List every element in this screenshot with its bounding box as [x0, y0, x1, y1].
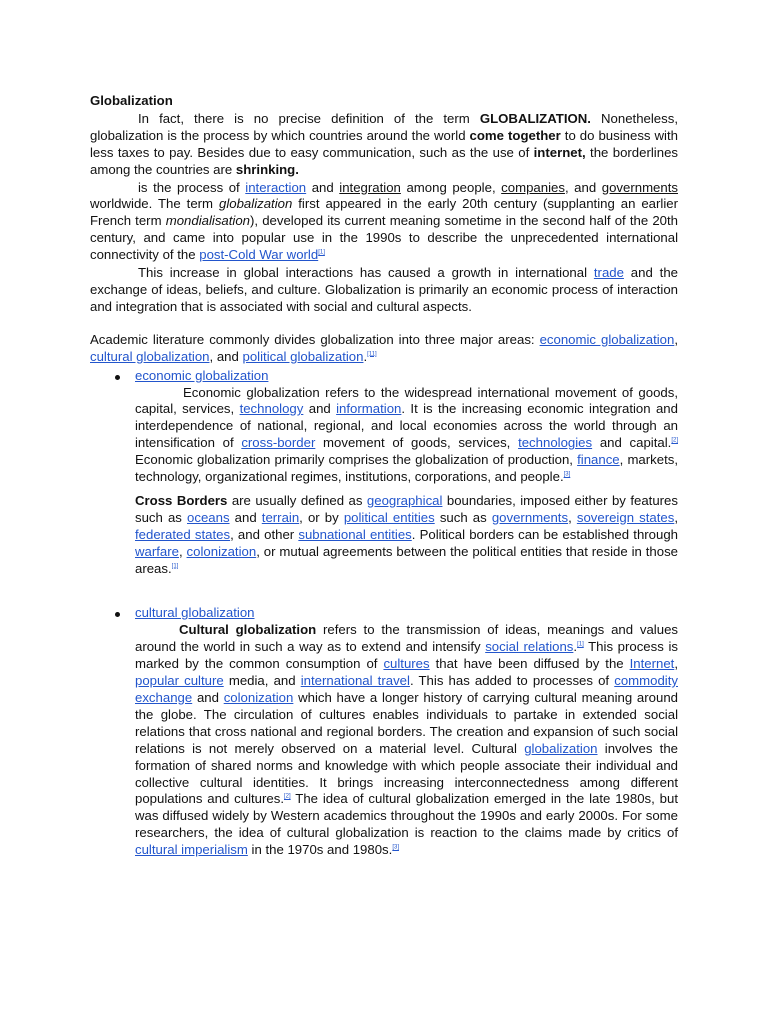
link-integration[interactable]: integration — [339, 179, 401, 195]
paragraph-text: . — [363, 348, 368, 364]
paragraph-text: in the 1970s and 1980s. — [247, 842, 393, 858]
intro-text: to do business with less taxes to pay. Besides due to easy communication, such as the use of — [90, 127, 678, 160]
definition-text: among people, — [400, 179, 502, 195]
paragraph-text: . This has added to processes of — [409, 673, 615, 689]
bullet-link-economic-globalization[interactable]: economic globalization — [135, 367, 269, 383]
citation-link[interactable]: [1] — [318, 249, 325, 256]
link-colonization[interactable]: colonization — [223, 690, 294, 705]
link-colonization[interactable]: colonization — [186, 543, 257, 559]
paragraph-text: are usually defined as — [227, 492, 367, 508]
paragraph-text: , — [568, 509, 577, 525]
paragraph-text: which have a longer history of carrying cultural meaning around the globe. The circulation of cultures enables individuals to partake in extended social relations that cross national and regional borders. The creation and expansion of such social relations is not merely observed on a material level. Cultural — [135, 690, 678, 756]
paragraph-text: , markets, technology, organizational regimes, institutions, corporations, and people. — [135, 452, 678, 485]
interaction-paragraph — [90, 265, 678, 316]
paragraph-text: , and — [209, 348, 243, 364]
link-technologies[interactable]: technologies — [518, 435, 593, 451]
cross-borders-bold: Cross Borders — [135, 492, 228, 508]
paragraph-text: involves the formation of shared norms and knowledge with which people associate their individual and collective cultural identities. It brings increasing interconnectedness among different populations and cultures. — [135, 740, 678, 807]
link-geographical[interactable]: geographical — [366, 492, 443, 508]
link-subnational-entities[interactable]: subnational entities — [298, 526, 412, 542]
link-companies[interactable]: companies — [501, 179, 565, 195]
link-trade[interactable]: trade — [593, 265, 624, 281]
link-popular-culture[interactable]: popular culture — [135, 673, 224, 689]
cross-borders-paragraph — [135, 493, 678, 578]
intro-bold-term: GLOBALIZATION. — [479, 110, 591, 126]
intro-paragraph — [90, 111, 678, 179]
link-political-entities[interactable]: political entities — [343, 509, 435, 525]
paragraph-text: . Political borders can be established through — [411, 526, 679, 542]
paragraph-text: , or by — [299, 509, 344, 525]
citation-link[interactable]: [2] — [283, 794, 291, 801]
citation-link[interactable]: [3] — [392, 844, 399, 851]
paragraph-text: , — [178, 543, 187, 559]
definition-text: is the process of — [138, 179, 246, 195]
cultural-section — [135, 622, 678, 859]
link-terrain[interactable]: terrain — [261, 509, 300, 525]
citation-link[interactable]: [3] — [563, 471, 571, 478]
economic-section — [135, 385, 678, 578]
definition-text: ), developed its current meaning sometime in the second half of the 20th century, and came into popular use in the 1990s to describe the unprecedented international connectivity of the — [90, 213, 678, 263]
link-information[interactable]: information — [336, 401, 402, 417]
paragraph-text: and — [229, 509, 262, 525]
citation-link[interactable]: [1] — [171, 563, 179, 570]
intro-text: In fact, there is no precise definition of the term — [138, 110, 480, 126]
paragraph-text: Academic literature commonly divides globalization into three major areas: — [90, 331, 540, 347]
paragraph-text: , — [674, 331, 679, 347]
link-cultural-globalization[interactable]: cultural globalization — [90, 348, 210, 364]
intro-text: the borderlines among the countries are — [90, 144, 678, 177]
link-governments[interactable]: governments — [601, 179, 678, 195]
section-spacer — [90, 577, 678, 603]
paragraph-text: and capital. — [592, 435, 672, 451]
citation-link[interactable]: [2] — [671, 437, 678, 444]
bullet-dot-icon — [115, 375, 120, 380]
definition-text: and — [306, 179, 340, 195]
link-cultural-imperialism[interactable]: cultural imperialism — [135, 842, 248, 858]
cultural-bold: Cultural globalization — [179, 622, 317, 638]
paragraph-text: movement of goods, services, — [315, 435, 519, 451]
areas-paragraph — [90, 332, 678, 366]
link-oceans[interactable]: oceans — [187, 509, 230, 525]
link-international-travel[interactable]: international travel — [300, 673, 410, 689]
link-social-relations[interactable]: social relations — [485, 639, 574, 655]
paragraph-text: that have been diffused by the — [429, 656, 630, 672]
paragraph-text: , — [674, 656, 678, 672]
link-commodity-exchange[interactable]: commodity exchange — [135, 673, 678, 705]
definition-italic-term: mondialisation — [165, 213, 251, 229]
link-post-cold-war-world[interactable]: post-Cold War world — [199, 247, 319, 263]
paragraph-text: and — [192, 690, 224, 705]
paragraph-text: such as — [434, 509, 492, 525]
paragraph-text: . It is the increasing economic integration and interdependence of national, regional, and local economies across the world through an intensification of — [135, 401, 678, 451]
intro-text: Nonetheless, globalization is the process by which countries around the world — [90, 110, 678, 143]
link-interaction[interactable]: interaction — [245, 179, 307, 195]
bullet-economic — [135, 368, 678, 385]
document-body — [90, 93, 678, 859]
paragraph-text: , — [674, 509, 678, 525]
definition-paragraph — [90, 180, 678, 265]
link-globalization[interactable]: globalization — [524, 740, 598, 756]
link-economic-globalization[interactable]: economic globalization — [539, 331, 675, 347]
paragraph-text: refers to the transmission of ideas, meanings and values around the world in such a way as to extend and intensify — [135, 622, 678, 655]
definition-text: first appeared in the early 20th century (supplanting an earlier French term — [90, 196, 678, 229]
bullet-dot-icon — [115, 612, 120, 617]
paragraph-text: Economic globalization refers to the widespread international movement of goods, capital, services, — [135, 384, 678, 417]
paragraph-text: The idea of cultural globalization emerged in the late 1980s, but was diffused widely by Western academics throughout the 1990s and early 2000s. For some researchers, the idea of cultural globalization is reaction to the claims made by critics of — [135, 791, 678, 841]
paragraph-text: and the exchange of ideas, beliefs, and culture. Globalization is primarily an economic process of interaction and integration that is associated with social and cultural aspects. — [90, 265, 678, 314]
paragraph-text: and — [303, 401, 337, 417]
definition-text: , and — [564, 179, 602, 195]
paragraph-text: boundaries, imposed either by features such as — [135, 492, 678, 525]
link-federated-states[interactable]: federated states — [135, 526, 231, 542]
link-warfare[interactable]: warfare — [135, 543, 179, 559]
cultural-paragraph — [135, 622, 678, 859]
economic-paragraph — [135, 385, 678, 486]
citation-link[interactable]: [1] — [577, 641, 584, 648]
paragraph-text: , and other — [230, 526, 299, 542]
definition-text: worldwide. The term — [90, 196, 219, 212]
document-title: Globalization — [90, 93, 173, 108]
citation-link[interactable]: [11] — [367, 351, 377, 358]
paragraph-text: Economic globalization primarily comprises the globalization of production, — [135, 452, 578, 468]
link-finance[interactable]: finance — [577, 452, 620, 468]
paragraph-text: media, and — [223, 673, 301, 689]
link-cross-border[interactable]: cross-border — [241, 435, 316, 451]
bullet-link-cultural-globalization[interactable]: cultural globalization — [135, 605, 255, 621]
paragraph-text: This increase in global interactions has caused a growth in international — [138, 265, 594, 281]
definition-italic-term: globalization — [219, 196, 293, 212]
link-technology[interactable]: technology — [239, 401, 304, 417]
bullet-cultural — [135, 605, 678, 622]
link-political-globalization[interactable]: political globalization — [242, 348, 364, 364]
link-sovereign-states[interactable]: sovereign states — [576, 509, 675, 525]
intro-bold-shrinking: shrinking. — [235, 161, 299, 177]
link-governments[interactable]: governments — [491, 509, 569, 525]
intro-bold-phrase: come together — [469, 127, 561, 143]
paragraph-text: , or mutual agreements between the political entities that reside in those areas. — [135, 543, 679, 576]
paragraph-text: This process is marked by the common consumption of — [135, 639, 678, 672]
link-internet[interactable]: Internet — [629, 656, 675, 672]
link-cultures[interactable]: cultures — [383, 656, 430, 672]
intro-bold-internet: internet, — [533, 144, 586, 160]
paragraph-text: . — [573, 639, 578, 655]
